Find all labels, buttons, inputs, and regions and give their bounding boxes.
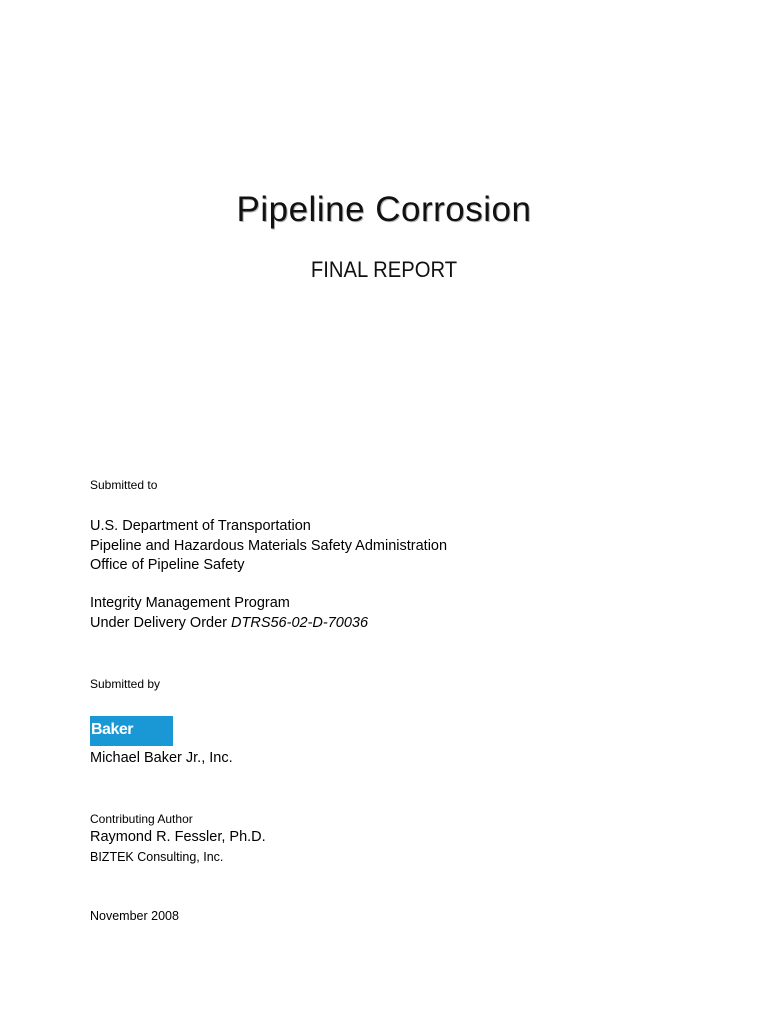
contributing-author-label: Contributing Author [90, 812, 193, 826]
report-subtitle: FINAL REPORT [310, 257, 458, 282]
report-date: November 2008 [90, 909, 179, 923]
recipient-line-administration: Pipeline and Hazardous Materials Safety Administration [90, 537, 448, 554]
recipient-block [90, 517, 447, 576]
recipient-line-office: Office of Pipeline Safety [90, 557, 245, 573]
program-block [90, 594, 368, 633]
recipient-line-department: U.S. Department of Transportation [90, 518, 311, 534]
author-name: Raymond R. Fessler, Ph.D. [90, 829, 266, 845]
baker-logo [90, 716, 173, 746]
author-organization: BIZTEK Consulting, Inc. [90, 850, 224, 864]
submitted-by-label: Submitted by [90, 677, 161, 691]
submitting-company: Michael Baker Jr., Inc. [90, 750, 233, 766]
submitted-to-label: Submitted to [90, 478, 158, 492]
baker-logo-text: Baker [91, 721, 133, 738]
delivery-order-number: DTRS56-02-D-70036 [231, 614, 369, 631]
delivery-order-line [90, 614, 368, 634]
report-title: Pipeline Corrosion [236, 190, 532, 229]
program-name: Integrity Management Program [90, 595, 290, 611]
delivery-order-prefix: Under Delivery Order [90, 614, 232, 631]
